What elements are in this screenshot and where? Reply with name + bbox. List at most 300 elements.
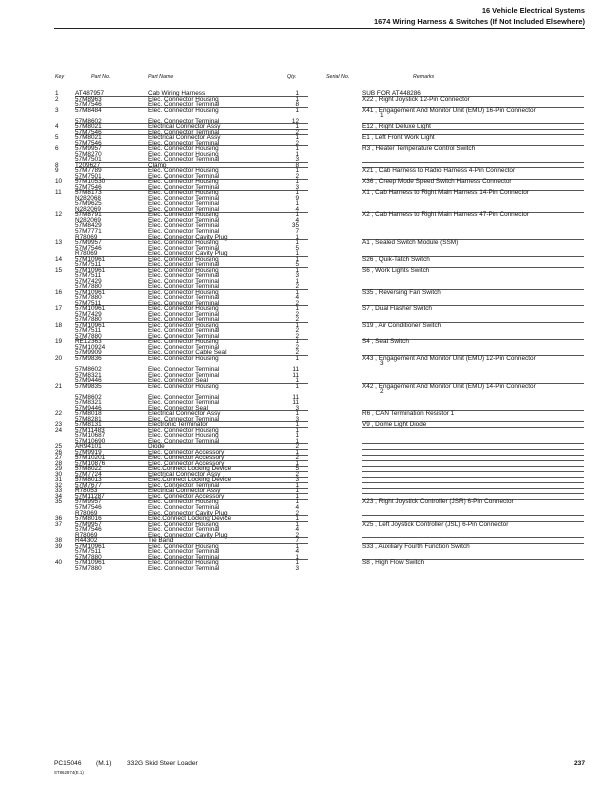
part-number: 57M10961 xyxy=(75,559,106,567)
footer-model: 332G Skid Steer Loader xyxy=(127,760,198,767)
part-qty: 1 xyxy=(295,492,299,500)
item-remark-cont: 2 xyxy=(380,387,384,395)
column-header-qty: Qty. xyxy=(287,74,297,80)
part-qty: 7 xyxy=(295,537,299,545)
part-number: N282068 xyxy=(75,194,101,202)
item-key: 4 xyxy=(55,123,59,131)
part-name: Elec. Connector Terminal xyxy=(148,481,220,489)
part-number: 57M8018 xyxy=(75,410,102,418)
part-number: 57M9625 xyxy=(75,200,102,208)
part-number: 57M7789 xyxy=(75,167,102,175)
part-name: Elec. Connector Housing xyxy=(148,542,219,550)
part-name: Elec. Connector Accessory xyxy=(148,492,225,500)
part-number: 57M9957 xyxy=(75,239,102,247)
group-divider xyxy=(362,162,584,163)
part-name: Elec. Connector Terminal xyxy=(148,332,220,340)
part-qty: 2 xyxy=(295,299,299,307)
part-qty: 3 xyxy=(295,156,299,164)
part-number: 57M8791 xyxy=(75,211,102,219)
part-qty: 1 xyxy=(295,481,299,489)
part-number: 57M7546 xyxy=(75,101,102,109)
part-number: 57M7880 xyxy=(75,316,102,324)
item-key: 26 xyxy=(55,448,63,456)
group-divider xyxy=(362,460,584,461)
part-qty: 2 xyxy=(295,531,299,539)
part-number: 57M7546 xyxy=(75,504,102,511)
item-key: 3 xyxy=(55,106,59,114)
part-number: 57M10687 xyxy=(75,432,106,440)
part-qty: 4 xyxy=(295,216,299,224)
item-key: 32 xyxy=(55,481,63,489)
part-qty: 1 xyxy=(295,134,299,142)
part-qty: 1 xyxy=(295,559,299,567)
part-number: R78069 xyxy=(75,531,98,539)
part-name: Electrical Connector Assy xyxy=(148,410,221,418)
part-name: Elec. Connector Terminal xyxy=(148,139,220,147)
part-name: Elec. Connector Terminal xyxy=(148,343,220,351)
part-qty: 3 xyxy=(295,272,299,280)
part-qty: 3 xyxy=(295,404,299,412)
item-remark: X22 , Right Joystick 12-Pin Connector xyxy=(362,95,470,103)
part-name: Elec. Connector Terminal xyxy=(148,244,220,252)
part-qty: 2 xyxy=(295,139,299,147)
part-qty: 9 xyxy=(295,194,299,202)
item-key: 28 xyxy=(55,459,63,467)
item-remark: S7 , Dual Flasher Switch xyxy=(362,305,432,313)
item-key: 5 xyxy=(55,134,59,142)
part-name: Elec. Connector Terminal xyxy=(148,277,220,285)
part-number: 57M11287 xyxy=(75,492,105,500)
part-name: Elec. Connector Housing xyxy=(148,167,219,175)
part-number: 57M8016 xyxy=(75,515,102,523)
part-qty: 5 xyxy=(295,244,299,252)
column-header-part-name: Part Name xyxy=(148,74,174,80)
part-number: 57M8429 xyxy=(75,222,102,230)
column-header-key: Key xyxy=(55,74,65,80)
item-remark: E1 , Left Front Work Light xyxy=(362,134,435,142)
item-key: 6 xyxy=(55,145,59,153)
part-qty: 1 xyxy=(295,448,299,456)
part-name: Elec. Connector Terminal xyxy=(148,366,220,373)
part-name: Elec. Connector Housing xyxy=(148,255,219,263)
item-remark: S33 , Auxiliary Fourth Function Switch xyxy=(362,542,470,550)
item-key: 34 xyxy=(55,492,63,500)
part-name: Elec. Connector Seal xyxy=(148,404,209,412)
part-name: Elec. Connector Terminal xyxy=(148,194,220,202)
part-qty: 4 xyxy=(295,526,299,534)
part-number: 57M9446 xyxy=(75,404,102,412)
group-divider xyxy=(75,162,308,163)
item-key: 2 xyxy=(55,95,59,103)
part-qty: 1 xyxy=(295,305,299,313)
item-key: 25 xyxy=(55,443,63,451)
part-qty: 2 xyxy=(295,316,299,324)
part-number: 57M9836 xyxy=(75,354,102,362)
part-qty: 4 xyxy=(295,205,299,213)
part-qty: 1 xyxy=(295,266,299,274)
column-header-part-no: Part No. xyxy=(91,74,111,80)
part-number: 57M8484 xyxy=(75,106,102,114)
item-key: 8 xyxy=(55,161,59,169)
part-qty: 1 xyxy=(295,459,299,467)
group-divider xyxy=(362,493,584,494)
part-number: 57M8281 xyxy=(75,415,102,423)
part-qty: 2 xyxy=(295,310,299,318)
group-divider xyxy=(362,129,584,130)
part-name: Elec. Connector Terminal xyxy=(148,294,220,302)
part-qty: 11 xyxy=(292,366,299,373)
part-name: Elec. Connector Housing xyxy=(148,288,219,296)
part-name: Electrical Connector Assy xyxy=(148,134,221,142)
item-key: 14 xyxy=(55,255,63,263)
item-remark: X42 , Engagement And Monitor Unit (EMU) 14-Pin Connector xyxy=(362,382,536,390)
part-qty: 3 xyxy=(295,415,299,423)
item-key: 38 xyxy=(55,537,63,545)
part-qty: 11 xyxy=(292,399,299,407)
part-name: Elec. Connector Housing xyxy=(148,106,219,114)
part-qty: 3 xyxy=(295,476,299,484)
part-name: Elec.Connect Locking Device xyxy=(148,476,232,484)
part-name: Elec. Connector Terminal xyxy=(148,548,220,556)
part-qty: 8 xyxy=(295,161,299,169)
part-name: Elec. Connector Terminal xyxy=(148,553,220,561)
part-qty: 1 xyxy=(295,437,299,445)
part-number: 57M10201 xyxy=(75,454,106,462)
part-number: 57M8270 xyxy=(75,150,102,158)
item-key: 22 xyxy=(55,410,63,418)
part-qty: 1 xyxy=(295,239,299,247)
part-number: 57M10961 xyxy=(75,305,106,313)
part-name: Elec. Connector Housing xyxy=(148,95,219,103)
part-name: Elec. Connector Terminal xyxy=(148,117,220,125)
item-remark: S26 , Quik-Tatch Switch xyxy=(362,255,430,263)
item-key: 37 xyxy=(55,520,63,528)
part-number: 57M8021 xyxy=(75,123,102,131)
part-name: Elec. Connector Cable Seal xyxy=(148,349,227,357)
part-qty: 1 xyxy=(295,321,299,329)
part-name: Elec. Connector Terminal xyxy=(148,183,220,191)
part-number: 57M7429 xyxy=(75,310,102,318)
part-name: Elec. Connector Terminal xyxy=(148,228,220,235)
part-name: Cab Wiring Harness xyxy=(148,90,206,97)
item-key: 15 xyxy=(55,266,63,274)
part-qty: 1 xyxy=(295,200,299,208)
part-number: 57M7724 xyxy=(75,470,102,478)
part-qty: 8 xyxy=(295,101,299,109)
part-number: 57M10961 xyxy=(75,321,106,329)
item-remark: S6 , Work Lights Switch xyxy=(362,266,430,274)
item-key: 39 xyxy=(55,542,63,550)
item-key: 33 xyxy=(55,487,63,495)
header-page-title: 1674 Wiring Harness & Switches (If Not Included Elsewhere) xyxy=(373,17,585,26)
item-remark: X43 , Engagement And Monitor Unit (EMU) 12-Pin Connector xyxy=(362,354,536,362)
part-number: 57M7880 xyxy=(75,553,102,561)
part-qty: 12 xyxy=(291,117,299,125)
item-remark-cont: 1 xyxy=(380,111,384,119)
part-qty: 2 xyxy=(295,454,299,462)
part-name: Clamp xyxy=(148,161,167,169)
item-key: 18 xyxy=(55,321,63,329)
part-number: 57M8131 xyxy=(75,421,102,429)
item-key: 20 xyxy=(55,354,63,362)
part-qty: 1 xyxy=(295,255,299,263)
part-number: 57M7677 xyxy=(75,481,102,489)
part-qty: 1 xyxy=(295,426,299,434)
part-qty: 1 xyxy=(295,421,299,429)
part-name: Elec. Connector Terminal xyxy=(148,437,220,445)
part-name: Elec. Connector Terminal xyxy=(148,261,220,269)
part-qty: 5 xyxy=(295,465,299,473)
item-key: 27 xyxy=(55,454,63,462)
part-qty: 1 xyxy=(295,432,299,440)
part-qty: 1 xyxy=(295,515,299,523)
group-divider xyxy=(362,443,584,444)
part-qty: 7 xyxy=(295,228,299,235)
part-number: 57M8022 xyxy=(75,465,102,473)
item-key: 23 xyxy=(55,421,63,429)
part-qty: 1 xyxy=(295,382,299,390)
part-name: Tie Band xyxy=(148,537,174,545)
part-qty: 3 xyxy=(295,183,299,191)
item-key: 13 xyxy=(55,239,63,247)
part-name: Elec. Connector Terminal xyxy=(148,310,220,318)
part-qty: 1 xyxy=(295,145,299,153)
part-number: T209627 xyxy=(75,161,101,169)
item-remark: X2 , Cab Harness to Right Main Harness 47-Pin Connector xyxy=(362,211,529,219)
part-number: 57M10924 xyxy=(75,343,106,351)
part-name: Elec. Connector Housing xyxy=(148,559,219,567)
part-qty: 35 xyxy=(291,222,299,230)
part-name: Elec. Connector Terminal xyxy=(148,200,220,208)
group-divider xyxy=(362,482,584,483)
part-number: R78053 xyxy=(75,487,98,495)
part-name: Elec. Connector Terminal xyxy=(148,205,220,213)
item-remark: S35 , Reversing Fan Switch xyxy=(362,288,441,296)
part-name: Elec. Connector Housing xyxy=(148,145,219,153)
group-divider xyxy=(362,455,584,456)
part-qty: 2 xyxy=(295,332,299,340)
part-name: Elec. Connector Housing xyxy=(148,338,219,346)
item-key: 17 xyxy=(55,305,63,313)
part-qty: 2 xyxy=(295,172,299,180)
group-divider xyxy=(75,443,308,444)
part-number: 57M7546 xyxy=(75,139,102,147)
part-number: 57M9957 xyxy=(75,145,102,153)
item-remark: X21 , Cab Harness to Radio Harness 4-Pin Connector xyxy=(362,167,516,175)
part-qty: 1 xyxy=(295,150,299,158)
part-number: 57M7546 xyxy=(75,244,102,252)
item-remark: S4 , Seat Switch xyxy=(362,338,409,346)
part-name: Elec. Connector Cavity Plug xyxy=(148,233,228,241)
item-remark-cont: 3 xyxy=(380,360,384,368)
part-number: 57M7880 xyxy=(75,283,102,291)
part-qty: 1 xyxy=(295,90,299,97)
part-number: N282069 xyxy=(75,216,101,224)
column-header-serial-no: Serial No. xyxy=(326,74,350,80)
part-qty: 1 xyxy=(295,189,299,197)
item-remark: A1 , Sealed Switch Module (SSM) xyxy=(362,239,459,247)
item-key: 31 xyxy=(55,476,63,484)
part-name: Elec. Connector Cavity Plug xyxy=(148,531,228,539)
item-key: 16 xyxy=(55,288,63,296)
part-name: Electronic Terminator xyxy=(148,421,208,429)
footer-page-number: 237 xyxy=(573,760,585,767)
part-name: Elec. Connector Terminal xyxy=(148,156,220,164)
part-name: Elec. Connector Terminal xyxy=(148,128,220,136)
part-qty: 1 xyxy=(295,95,299,103)
part-name: Elec. Connector Terminal xyxy=(148,172,220,180)
part-name: Elec. Connector Accessory xyxy=(148,454,225,462)
part-number: 57M7546 xyxy=(75,128,102,136)
part-qty: 1 xyxy=(295,410,299,418)
part-qty: 1 xyxy=(295,377,299,385)
item-remark: R6 , CAN Termination Resistor 1 xyxy=(362,410,455,418)
part-qty: 2 xyxy=(295,443,299,451)
part-number: 57M8173 xyxy=(75,189,102,197)
item-key: 24 xyxy=(55,426,63,434)
part-name: Elec. Connector Housing xyxy=(148,211,219,219)
part-qty: 1 xyxy=(295,106,299,114)
part-name: Electrical Connector Assy xyxy=(148,470,221,478)
part-name: Elec. Connector Terminal xyxy=(148,371,220,379)
part-number: 57M7429 xyxy=(75,277,102,285)
item-remark: S19 , Air Conditioner Switch xyxy=(362,321,442,329)
item-remark: X1 , Cab Harness to Right Main Harness 14-Pin Connector xyxy=(362,189,529,197)
part-name: Elec. Connector Seal xyxy=(148,377,209,385)
part-number: 57M11483 xyxy=(75,426,105,434)
part-number: 57M9919 xyxy=(75,448,102,456)
part-qty: 1 xyxy=(295,211,299,219)
part-number: 57M7511 xyxy=(75,548,102,556)
part-name: Elec. Connector Terminal xyxy=(148,393,220,401)
part-number: 57M9957 xyxy=(75,498,102,506)
part-name: Elec. Connector Housing xyxy=(148,354,219,362)
group-divider xyxy=(362,471,584,472)
part-qty: 2 xyxy=(295,283,299,291)
item-remark: E12 , Right Deluxe Light xyxy=(362,123,431,131)
part-qty: 2 xyxy=(295,128,299,136)
part-number: 57M8602 xyxy=(75,393,102,401)
group-divider xyxy=(362,477,584,478)
part-qty: 2 xyxy=(295,509,299,517)
part-qty: 2 xyxy=(295,343,299,351)
part-number: 57M10961 xyxy=(75,266,106,274)
part-number: 57M8602 xyxy=(75,117,102,125)
item-remark: SUB FOR AT448286 xyxy=(362,90,421,97)
part-name: Electrical Connector Assy xyxy=(148,487,221,495)
item-key: 30 xyxy=(55,470,63,478)
part-qty: 1 xyxy=(295,277,299,285)
part-number: 57M10530 xyxy=(75,178,106,186)
part-name: Elec. Connector Housing xyxy=(148,150,219,158)
part-name: Elec. Connector Housing xyxy=(148,520,219,528)
part-number: 57M10690 xyxy=(75,437,106,445)
part-qty: 1 xyxy=(295,123,299,131)
part-name: Elec. Connector Terminal xyxy=(148,415,220,423)
column-header-remarks: Remarks xyxy=(413,74,435,80)
part-qty: 4 xyxy=(295,504,299,511)
part-name: Elec. Connector Housing xyxy=(148,382,219,390)
part-number: 57M7511 xyxy=(75,327,102,335)
part-qty: 1 xyxy=(295,338,299,346)
part-name: Elec.Connect Locking Device xyxy=(148,515,232,523)
part-name: Elec. Connector Housing xyxy=(148,239,219,247)
part-qty: 11 xyxy=(292,393,299,401)
part-number: 57M7501 xyxy=(75,156,102,164)
group-divider xyxy=(362,427,584,428)
part-number: 57M9957 xyxy=(75,520,102,528)
part-name: Elec. Connector Cavity Plug xyxy=(148,509,228,517)
part-number: 57M8321 xyxy=(75,371,102,379)
item-key: 9 xyxy=(55,167,59,175)
part-name: Elec. Connector Housing xyxy=(148,189,219,197)
part-name: Elec. Connector Accessory xyxy=(148,448,225,456)
item-remark: X41 , Engagement And Monitor Unit (EMU) 16-Pin Connector xyxy=(362,106,536,114)
part-qty: 4 xyxy=(295,548,299,556)
part-number: 57M7880 xyxy=(75,294,102,302)
part-qty: 1 xyxy=(295,487,299,495)
part-qty: 1 xyxy=(295,542,299,550)
part-qty: 1 xyxy=(295,553,299,561)
part-number: R44302 xyxy=(75,537,98,545)
part-name: Elec. Connector Housing xyxy=(148,321,219,329)
item-remark: X25 , Left Joystick Controller (JSL) 6-Pin Connector xyxy=(362,520,509,528)
part-qty: 1 xyxy=(295,178,299,186)
part-number: AR94101 xyxy=(75,443,102,451)
part-number: 57M7880 xyxy=(75,332,102,340)
part-name: Diode xyxy=(148,443,165,451)
item-key: 21 xyxy=(55,382,63,390)
part-number: 57M9909 xyxy=(75,349,102,357)
item-remark: X36 , Creep Mode Speed Switch Harness Connector xyxy=(362,178,512,186)
part-number: 57M8321 xyxy=(75,399,102,407)
part-name: Elec. Connector Housing xyxy=(148,432,219,440)
part-number: 57M7511 xyxy=(75,299,102,307)
part-name: Elec. Connector Housing xyxy=(148,426,219,434)
part-name: Elec. Connector Terminal xyxy=(148,399,220,407)
part-qty: 1 xyxy=(295,288,299,296)
part-name: Elec. Connector Terminal xyxy=(148,526,220,534)
item-key: 35 xyxy=(55,498,63,506)
part-qty: 1 xyxy=(295,520,299,528)
part-name: Electrical Connector Assy xyxy=(148,123,221,131)
item-remark: R3 , Heater Temperature Control Switch xyxy=(362,145,476,153)
part-number: 57M10961 xyxy=(75,542,106,550)
part-name: Elec. Connector Cavity Plug xyxy=(148,250,228,258)
part-number: N282069 xyxy=(75,205,101,213)
part-number: 57M8013 xyxy=(75,476,102,484)
part-number: 57M7511 xyxy=(75,261,102,269)
part-qty: 1 xyxy=(295,233,299,241)
part-number: R78069 xyxy=(75,233,98,241)
group-divider xyxy=(75,537,308,538)
part-number: 57M8021 xyxy=(75,134,102,142)
footer-doc-id: PC15046 xyxy=(54,760,82,767)
part-number: 57M7880 xyxy=(75,564,102,572)
part-qty: 5 xyxy=(295,261,299,269)
group-divider xyxy=(362,515,584,516)
part-number: 57M8602 xyxy=(75,366,102,373)
group-divider xyxy=(362,488,584,489)
part-number: 57M10876 xyxy=(75,459,106,467)
part-number: 57M9446 xyxy=(75,377,102,385)
item-key: 19 xyxy=(55,338,63,346)
part-qty: 2 xyxy=(295,327,299,335)
part-number: 57M7546 xyxy=(75,183,102,191)
part-name: Elec. Connector Terminal xyxy=(148,504,220,511)
part-name: Elec. Connector Terminal xyxy=(148,327,220,335)
part-qty: 2 xyxy=(295,349,299,357)
